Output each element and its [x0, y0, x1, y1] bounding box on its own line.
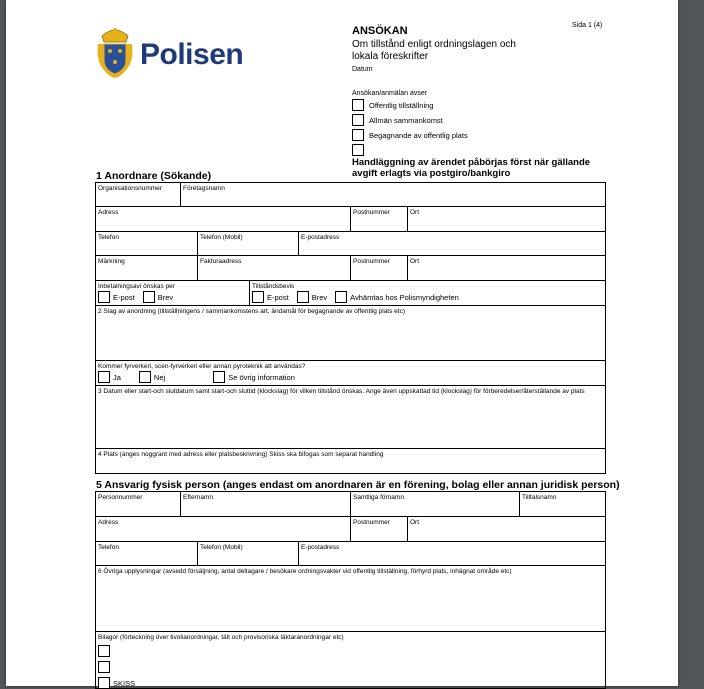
org-number-field[interactable]: Organisationsnummer [98, 185, 162, 192]
section5-grid [95, 491, 606, 689]
checkbox[interactable] [297, 291, 309, 303]
mobile-field[interactable]: Telefon (Mobil) [197, 232, 298, 255]
person-city-field[interactable]: Ort [407, 517, 605, 541]
section5-title: 5 Ansvarig fysisk person (anges endast om anordnaren är en förening, bolag eller annan juridisk person) [96, 479, 620, 491]
section1-grid [95, 182, 606, 474]
payment-notice-group: Inbetalningsavi önskas per E-post Brev [98, 283, 175, 302]
payment-letter-option[interactable]: Brev [143, 291, 173, 303]
marking-field[interactable]: Märkning [98, 258, 125, 265]
option-public-event[interactable]: Offentlig tillställning [352, 99, 433, 111]
phone-field[interactable]: Telefon [98, 234, 119, 241]
checkbox[interactable] [252, 291, 264, 303]
person-phone-field[interactable]: Telefon [98, 544, 119, 551]
fee-notice: Handläggning av ärendet påbörjas först när gällande avgift erlagts via postgiro/bankgiro [352, 157, 591, 179]
attachment-item-1[interactable] [98, 645, 603, 657]
logo-wordmark: Polisen [140, 38, 244, 71]
attachment-item-2[interactable] [98, 661, 603, 673]
fireworks-yes-option[interactable]: Ja [98, 371, 121, 383]
checkbox[interactable] [352, 99, 364, 111]
other-info-field[interactable]: 6 Övriga upplysningar (avsedd försäljning, antal deltagare / besökare ordningsvakter vid offentlig tillställning, förhyrd plats, inhägnat område etc) [98, 568, 512, 575]
option-blank[interactable] [352, 144, 369, 156]
application-type-label: Ansökan/anmälan avser [352, 90, 428, 97]
page-subtitle: Om tillstånd enligt ordningslagen och lokala föreskrifter [352, 39, 516, 62]
police-crest-icon [94, 22, 136, 80]
fireworks-group: Kommer fyrverkeri, scen-fyrverkeri eller annan pyroteknik att användas? Ja Nej Se övrig information [98, 363, 306, 382]
checkbox[interactable] [213, 371, 225, 383]
company-name-field[interactable]: Företagsnamn [180, 183, 605, 206]
page-title: ANSÖKAN [352, 25, 408, 37]
checkbox[interactable] [98, 677, 110, 689]
checkbox[interactable] [98, 291, 110, 303]
postal-code-field[interactable]: Postnummer [350, 207, 407, 231]
section1-title: 1 Anordnare (Sökande) [96, 170, 212, 182]
option-public-place[interactable]: Begagnande av offentlig plats [352, 129, 468, 141]
billing-postal-code-field[interactable]: Postnummer [350, 256, 407, 280]
personal-number-field[interactable]: Personnummer [98, 494, 143, 501]
permit-letter-option[interactable]: Brev [297, 291, 327, 303]
person-address-field[interactable]: Adress [98, 519, 119, 526]
form-page [6, 0, 678, 686]
person-email-field[interactable]: E-postadress [298, 542, 605, 565]
fireworks-no-option[interactable]: Nej [139, 371, 165, 383]
event-type-field[interactable]: 2 Slag av anordning (tillställningens / sammankomstens art, ändamål för begagnande av offentlig plats etc) [98, 308, 406, 315]
billing-address-field[interactable]: Fakturaadress [197, 256, 350, 280]
dates-times-field[interactable]: 3 Datum eller start-och slutdatum samt start-och sluttid (klockslag) för vilken tillstånd önskas. Ange även uppskattad tid (klockslag) för förberedelser/återställande av plats [98, 388, 585, 395]
checkbox[interactable] [335, 291, 347, 303]
first-names-field[interactable]: Samtliga förnamn [350, 492, 519, 516]
date-label: Datum [352, 66, 373, 73]
address-field[interactable]: Adress [98, 209, 119, 216]
checkbox[interactable] [98, 661, 110, 673]
checkbox[interactable] [139, 371, 151, 383]
permit-group: Tillståndsbevis E-post Brev Avhämtas hos Polismyndigheten [249, 281, 605, 305]
location-field[interactable]: 4 Plats (anges noggrant med adress eller platsbeskrivning) Skiss ska bifogas som separat handling [98, 451, 384, 458]
payment-email-option[interactable]: E-post [98, 291, 135, 303]
checkbox[interactable] [352, 114, 364, 126]
email-field[interactable]: E-postadress [298, 232, 605, 255]
fireworks-see-other-option[interactable]: Se övrig information [213, 371, 295, 383]
attachment-item-skiss[interactable]: SKISS [98, 677, 603, 689]
permit-email-option[interactable]: E-post [252, 291, 289, 303]
surname-field[interactable]: Efternamn [180, 492, 350, 516]
checkbox[interactable] [98, 645, 110, 657]
nickname-field[interactable]: Tilltalsnamn [519, 492, 605, 516]
permit-pickup-option[interactable]: Avhämtas hos Polismyndigheten [335, 291, 459, 303]
page-number: Sida 1 (4) [572, 22, 603, 29]
option-public-gathering[interactable]: Allmän sammankomst [352, 114, 443, 126]
checkbox[interactable] [352, 129, 364, 141]
billing-city-field[interactable]: Ort [407, 256, 605, 280]
person-postal-code-field[interactable]: Postnummer [350, 517, 407, 541]
attachments-group: Bilagor (förteckning över tivolianordningar, tält och provisoriska läktaranordningar etc) SKISS [96, 632, 605, 688]
checkbox[interactable] [143, 291, 155, 303]
city-field[interactable]: Ort [407, 207, 605, 231]
checkbox[interactable] [98, 371, 110, 383]
checkbox[interactable] [352, 144, 364, 156]
person-mobile-field[interactable]: Telefon (Mobil) [197, 542, 298, 565]
